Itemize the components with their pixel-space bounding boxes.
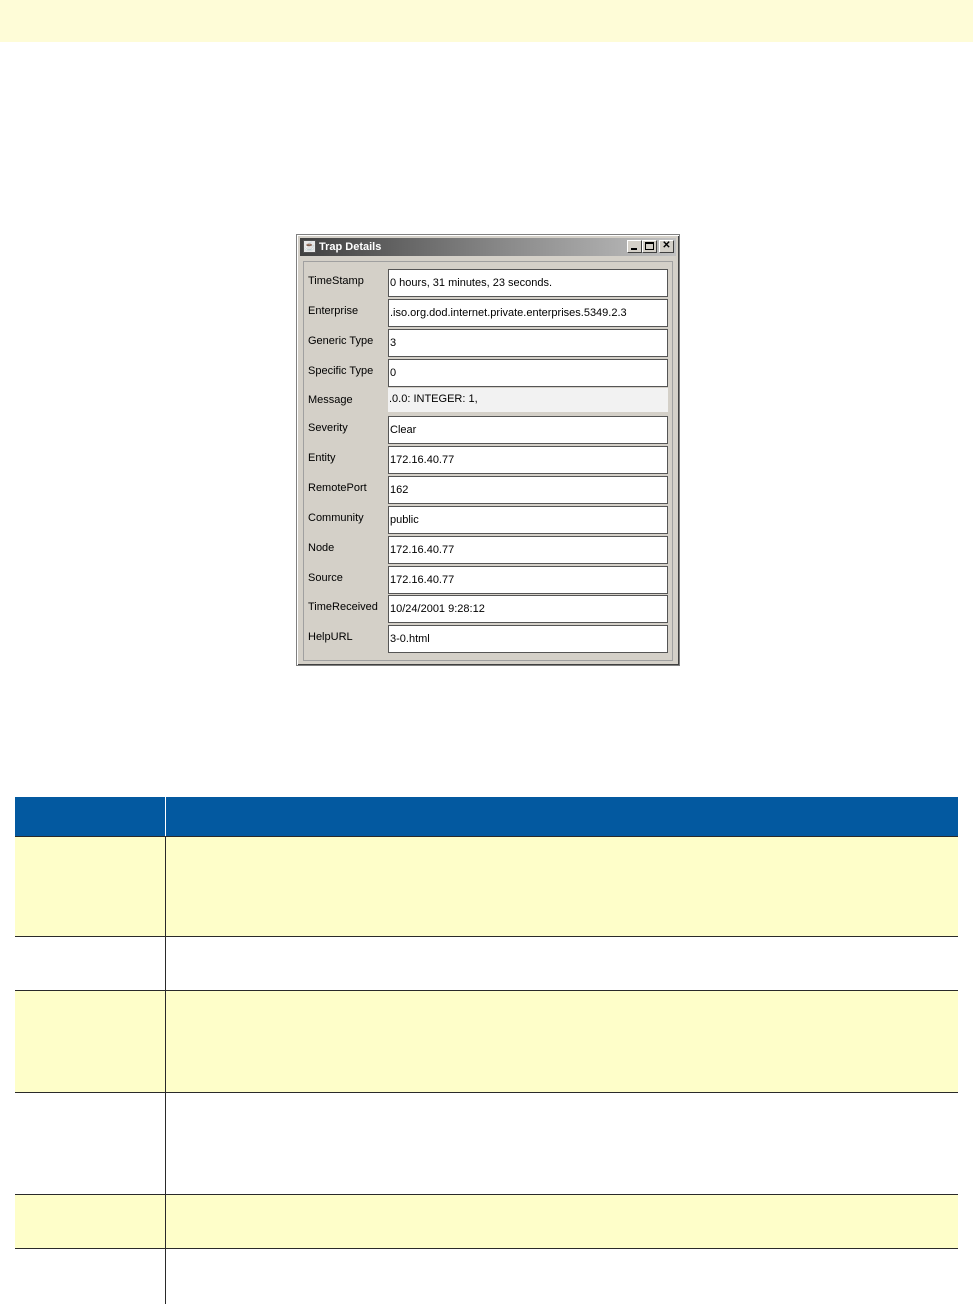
window-title: Trap Details — [319, 241, 382, 253]
trap-fields-panel — [303, 261, 673, 661]
table-cell — [166, 1093, 958, 1194]
field-label: Node — [308, 542, 335, 554]
table-row — [15, 1248, 958, 1304]
table-cell — [15, 991, 166, 1092]
node-field[interactable]: 172.16.40.77 — [388, 536, 668, 564]
table-cell — [15, 1093, 166, 1194]
table-cell — [166, 837, 958, 936]
table-cell — [166, 1249, 958, 1304]
field-row-node — [304, 536, 674, 566]
field-label: TimeStamp — [308, 275, 364, 287]
table-row — [15, 1092, 958, 1194]
table-cell — [15, 1249, 166, 1304]
table-header-cell — [15, 797, 166, 836]
entity-field[interactable]: 172.16.40.77 — [388, 446, 668, 474]
table-cell — [166, 991, 958, 1092]
field-label: Entity — [308, 452, 336, 464]
table-row — [15, 990, 958, 1092]
table-cell — [166, 1195, 958, 1248]
field-label: HelpURL — [308, 631, 353, 643]
field-label: Source — [308, 572, 343, 584]
maximize-icon — [645, 242, 654, 250]
field-label: Specific Type — [308, 365, 374, 377]
specific-type-field[interactable]: 0 — [388, 359, 668, 387]
field-label: Severity — [308, 422, 348, 434]
field-row-specific-type — [304, 359, 674, 389]
trap-details-window — [296, 234, 680, 666]
table-cell — [15, 937, 166, 990]
timereceived-field[interactable]: 10/24/2001 9:28:12 — [388, 595, 668, 623]
remoteport-field[interactable]: 162 — [388, 476, 668, 504]
field-label: RemotePort — [308, 482, 367, 494]
table-row — [15, 936, 958, 990]
close-icon: ✕ — [662, 240, 671, 251]
minimize-button[interactable] — [627, 240, 642, 253]
page-header-band — [0, 0, 973, 42]
field-row-enterprise — [304, 299, 674, 329]
field-row-timereceived — [304, 595, 674, 625]
field-label: Community — [308, 512, 364, 524]
field-label: Message — [308, 394, 353, 406]
field-label: Enterprise — [308, 305, 359, 317]
maximize-button[interactable] — [642, 240, 657, 253]
field-label: Generic Type — [308, 335, 374, 347]
community-field[interactable]: public — [388, 506, 668, 534]
minimize-icon — [631, 248, 637, 250]
field-row-message — [304, 388, 674, 418]
table-row — [15, 836, 958, 936]
window-titlebar[interactable] — [300, 238, 676, 256]
java-cup-icon: ☕ — [304, 241, 316, 251]
field-description-table — [15, 797, 958, 1304]
field-label: TimeReceived — [308, 601, 378, 613]
field-row-timestamp — [304, 269, 674, 299]
table-cell — [15, 837, 166, 936]
close-button[interactable] — [659, 240, 674, 253]
table-row — [15, 1194, 958, 1248]
severity-field[interactable]: Clear — [388, 416, 668, 444]
helpurl-field[interactable]: 3-0.html — [388, 625, 668, 653]
table-header-cell — [166, 797, 958, 836]
field-row-helpurl — [304, 625, 674, 655]
table-cell — [15, 1195, 166, 1248]
enterprise-field[interactable]: .iso.org.dod.internet.private.enterprises.5349.2.3 — [388, 299, 668, 327]
message-field[interactable]: .0.0: INTEGER: 1, — [388, 388, 668, 412]
field-row-remoteport — [304, 476, 674, 506]
timestamp-field[interactable]: 0 hours, 31 minutes, 23 seconds. — [388, 269, 668, 297]
field-row-entity — [304, 446, 674, 476]
table-cell — [166, 937, 958, 990]
table-header — [15, 797, 958, 836]
field-row-community — [304, 506, 674, 536]
field-row-source — [304, 566, 674, 596]
source-field[interactable]: 172.16.40.77 — [388, 566, 668, 594]
field-row-severity — [304, 416, 674, 446]
generic-type-field[interactable]: 3 — [388, 329, 668, 357]
field-row-generic-type — [304, 329, 674, 359]
